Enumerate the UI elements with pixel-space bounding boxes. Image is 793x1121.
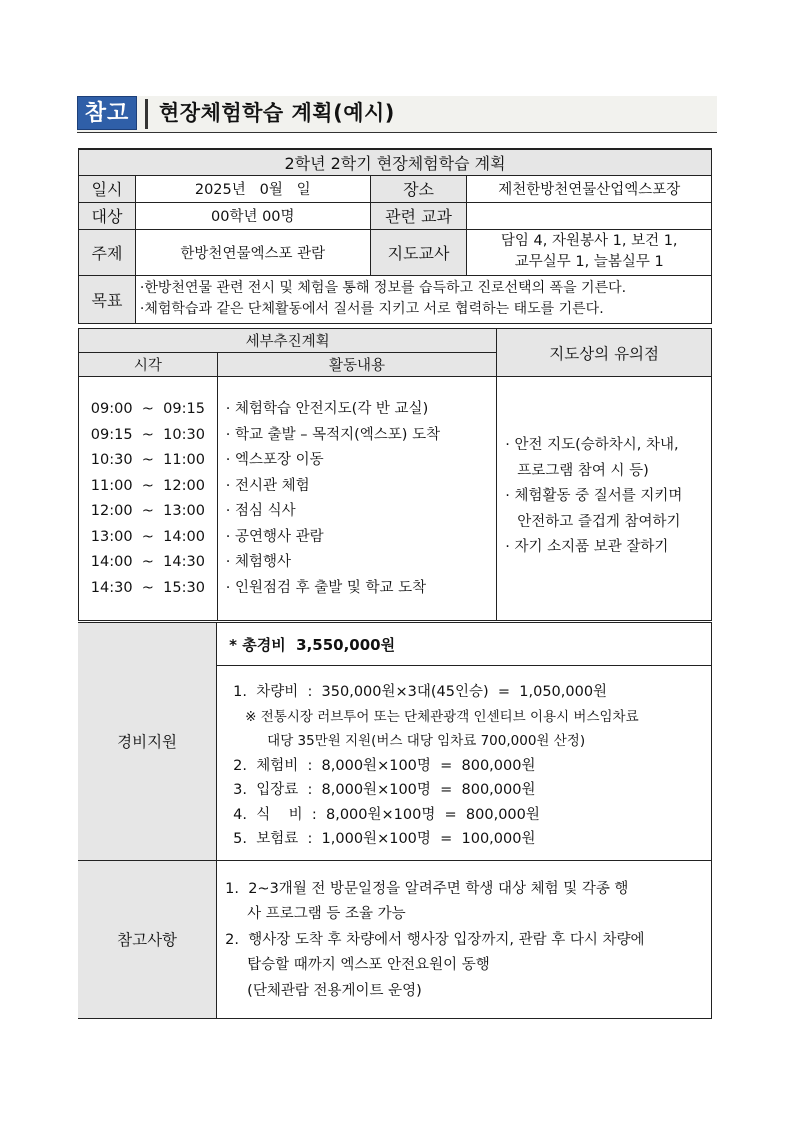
note-line: 프로그램 참여 시 등) <box>517 462 649 479</box>
goal-line: ·한방천연물 관련 전시 및 체험을 통해 정보를 습득하고 진로선택의 폭을 기른다. <box>139 280 627 296</box>
section-label: 세부추진계획 <box>79 329 497 353</box>
page-title: 현장체험학습 계획(예시) <box>159 101 395 125</box>
teacher-line: 담임 4, 자원봉사 1, 보건 1, <box>500 233 678 249</box>
time-cell: 09:15 ~ 10:30 <box>90 426 205 443</box>
activity-cell: · 학교 출발 – 목적지(엑스포) 도착 <box>225 426 441 443</box>
time-cell: 10:30 ~ 11:00 <box>90 452 205 468</box>
teacher-value <box>467 229 712 275</box>
cost-item: 1. 차량비 : 350,000원×3대(45인승) = 1,050,000원 <box>233 684 608 700</box>
plan-info-table <box>78 148 712 324</box>
activity-cell: · 점심 식사 <box>225 503 296 519</box>
refs-content <box>217 860 712 1019</box>
activity-header: 활동내용 <box>217 353 496 377</box>
topic-label: 주제 <box>79 229 136 275</box>
time-cell: 12:00 ~ 13:00 <box>90 503 205 519</box>
goal-line: ·체험학습과 같은 단체활동에서 질서를 지키고 서로 협력하는 태도를 기른다. <box>139 301 604 317</box>
cost-items <box>217 666 712 861</box>
ref-line: 사 프로그램 등 조율 가능 <box>247 906 406 922</box>
place-value: 제천한방천연물산업엑스포장 <box>467 175 712 202</box>
time-cell: 14:00 ~ 14:30 <box>90 554 205 570</box>
budget-label: 경비지원 <box>78 623 217 861</box>
notes-column <box>497 377 712 621</box>
ref-line: 2. 행사장 도착 후 차량에서 행사장 입장까지, 관람 후 다시 차량에 <box>225 931 645 948</box>
activity-cell: · 체험학습 안전지도(각 반 교실) <box>225 401 429 417</box>
subject-value <box>467 202 712 229</box>
cost-item: 4. 식 비 : 8,000원×100명 = 800,000원 <box>233 806 540 823</box>
activity-cell: · 인원점검 후 출발 및 학교 도착 <box>225 579 427 596</box>
cost-note: 대당 35만원 지원(버스 대당 임차료 700,000원 산정) <box>267 733 586 749</box>
goal-value <box>135 275 711 323</box>
cost-note: ※ 전통시장 러브투어 또는 단체관광객 인센티브 이용시 버스임차료 <box>245 708 639 725</box>
time-cell: 13:00 ~ 14:00 <box>90 528 205 545</box>
ref-line: 1. 2~3개월 전 방문일정을 알려주면 학생 대상 체험 및 각종 행 <box>225 880 629 897</box>
note-line: · 체험활동 중 질서를 지키며 <box>505 488 683 504</box>
header-divider <box>145 99 148 129</box>
time-header: 시각 <box>79 353 218 377</box>
budget-table <box>78 622 712 1019</box>
teacher-line: 교무실무 1, 늘봄실무 1 <box>514 254 664 270</box>
note-line: · 자기 소지품 보관 잘하기 <box>505 539 669 555</box>
topic-value: 한방천연물엑스포 관람 <box>135 229 370 275</box>
time-column <box>79 377 218 621</box>
target-label: 대상 <box>79 202 136 229</box>
subject-label: 관련 교과 <box>370 202 467 229</box>
ref-line: (단체관람 전용게이트 운영) <box>247 982 422 999</box>
date-label: 일시 <box>79 175 136 202</box>
total-cost: * 총경비 3,550,000원 <box>217 623 712 666</box>
schedule-table <box>78 328 712 621</box>
doc-header <box>77 96 717 133</box>
time-cell: 14:30 ~ 15:30 <box>90 579 205 596</box>
ref-line: 탑승할 때까지 엑스포 안전요원이 동행 <box>247 957 490 973</box>
cost-item: 3. 입장료 : 8,000원×100명 = 800,000원 <box>233 782 536 798</box>
reference-badge: 참고 <box>77 96 137 130</box>
date-value: 2025년 0월 일 <box>135 175 370 202</box>
time-cell: 11:00 ~ 12:00 <box>90 477 205 494</box>
activity-cell: · 전시관 체험 <box>225 477 310 494</box>
note-line: · 안전 지도(승하차시, 차내, <box>505 437 679 453</box>
note-line: 안전하고 즐겁게 참여하기 <box>517 513 681 530</box>
refs-label: 참고사항 <box>78 860 217 1019</box>
activity-cell: · 체험행사 <box>225 554 292 570</box>
plan-title: 2학년 2학기 현장체험학습 계획 <box>79 149 712 175</box>
notes-header: 지도상의 유의점 <box>497 329 712 377</box>
place-label: 장소 <box>370 175 467 202</box>
activity-column <box>217 377 496 621</box>
cost-item: 5. 보험료 : 1,000원×100명 = 100,000원 <box>233 831 536 847</box>
activity-cell: · 엑스포장 이동 <box>225 452 324 468</box>
time-cell: 09:00 ~ 09:15 <box>90 401 205 417</box>
cost-item: 2. 체험비 : 8,000원×100명 = 800,000원 <box>233 757 536 774</box>
teacher-label: 지도교사 <box>370 229 467 275</box>
target-value: 00학년 00명 <box>135 202 370 229</box>
activity-cell: · 공연행사 관람 <box>225 528 324 545</box>
goal-label: 목표 <box>79 275 136 323</box>
